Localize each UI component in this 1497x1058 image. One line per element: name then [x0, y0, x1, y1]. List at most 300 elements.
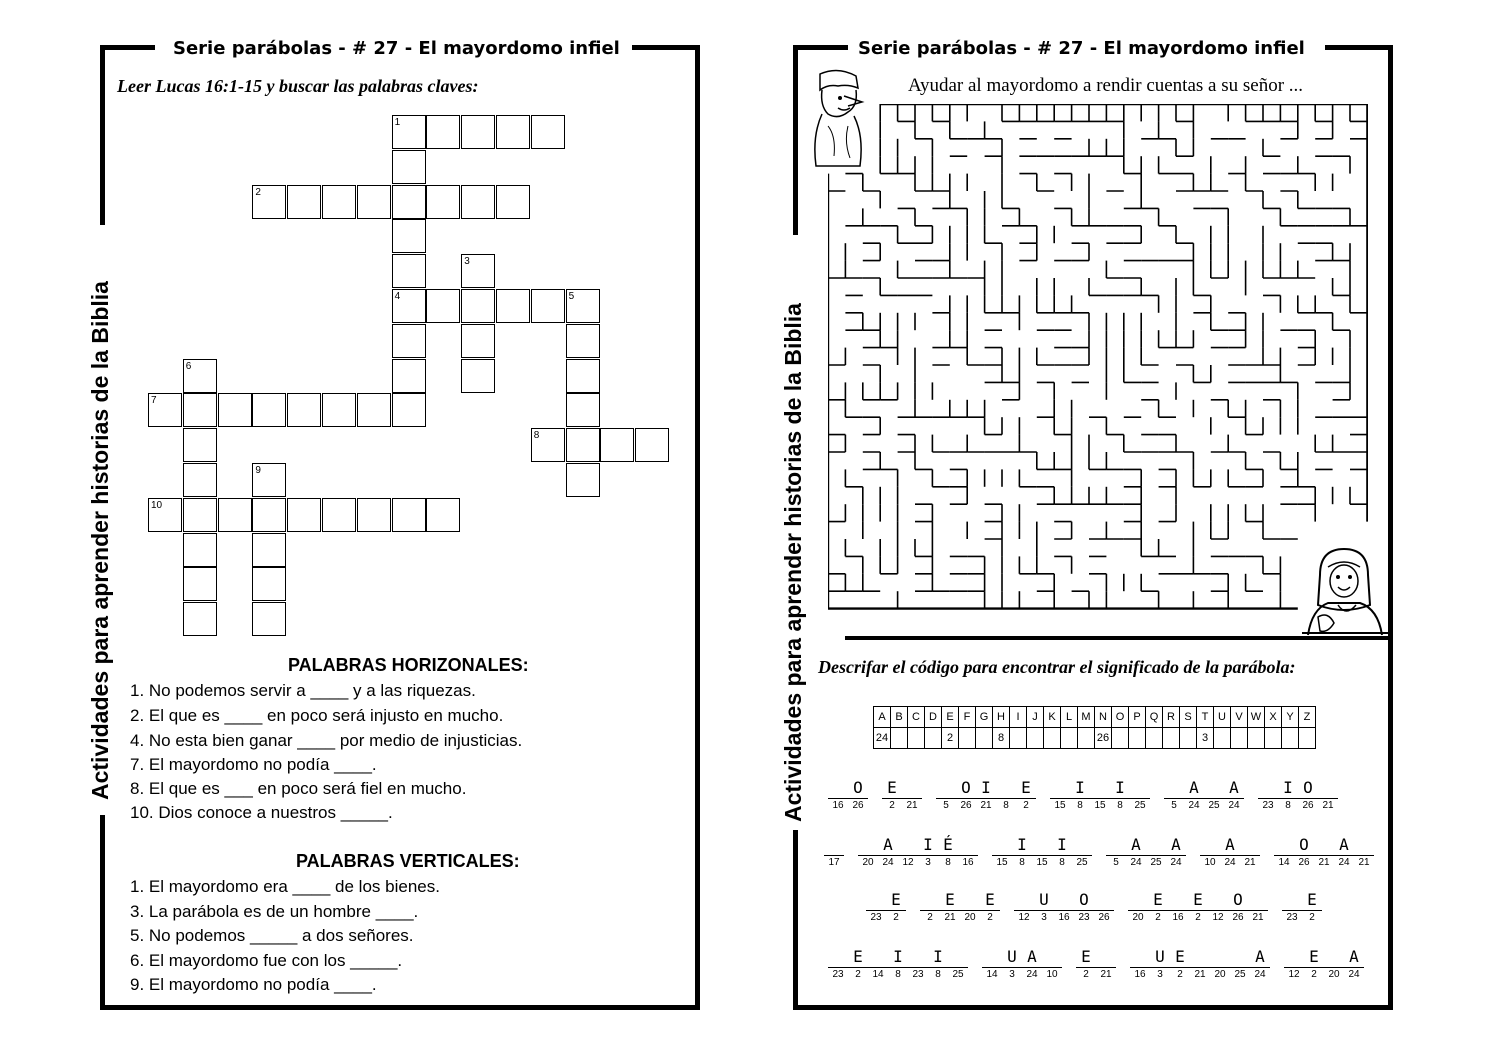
cipher-slot[interactable]	[888, 947, 908, 981]
code-key-number[interactable]	[1282, 728, 1299, 749]
cipher-number: 5	[1113, 857, 1119, 868]
crossword-cell[interactable]	[392, 115, 426, 149]
cipher-letter: E	[848, 947, 868, 968]
crossword-cell[interactable]	[252, 393, 286, 427]
cipher-slot[interactable]	[1034, 890, 1054, 924]
cipher-slot[interactable]	[1274, 835, 1294, 869]
cipher-slot[interactable]	[828, 778, 848, 812]
left-side-title: Actividades para aprender historias de la Biblia	[87, 281, 113, 800]
crossword-cell[interactable]	[183, 533, 217, 567]
cipher-slot[interactable]	[1230, 947, 1250, 981]
cipher-letter	[1094, 890, 1114, 911]
horizontal-clue: 4. No esta bien ganar ____ por medio de injusticias.	[130, 731, 523, 750]
cipher-slot[interactable]	[1248, 890, 1268, 924]
cipher-letter	[1164, 778, 1184, 799]
crossword-cell[interactable]	[252, 498, 286, 532]
crossword-cell[interactable]	[287, 393, 321, 427]
cipher-letter	[958, 835, 978, 856]
cipher-slot[interactable]	[958, 835, 978, 869]
cipher-slot[interactable]	[1210, 947, 1230, 981]
vertical-clues-title: PALABRAS VERTICALES:	[296, 851, 520, 871]
cipher-number: 16	[832, 800, 844, 811]
maze-instruction: Ayudar al mayordomo a rendir cuentas a su señor ...	[908, 75, 1304, 96]
horizontal-clue: 8. El que es ___ en poco será fiel en mucho.	[130, 779, 467, 798]
crossword-cell[interactable]	[322, 498, 356, 532]
code-key-number[interactable]	[1180, 728, 1197, 749]
crossword-cell[interactable]	[183, 463, 217, 497]
cipher-letter	[1274, 835, 1294, 856]
cipher-slot[interactable]	[992, 835, 1012, 869]
cipher-letter	[1314, 835, 1334, 856]
crossword-cell[interactable]	[357, 393, 391, 427]
cipher-number: 21	[1318, 857, 1330, 868]
cipher-number: 16	[1134, 969, 1146, 980]
crossword-cell[interactable]	[531, 428, 565, 462]
cipher-slot[interactable]	[1224, 778, 1244, 812]
cipher-slot[interactable]	[1130, 947, 1150, 981]
code-key-letter: S	[1180, 707, 1197, 728]
crossword-cell[interactable]	[392, 289, 426, 323]
crossword-cell[interactable]	[461, 254, 495, 288]
cipher-letter	[992, 835, 1012, 856]
cipher-slot[interactable]	[882, 778, 902, 812]
cipher-number: 23	[912, 969, 924, 980]
crossword-cell[interactable]	[148, 393, 182, 427]
code-key-letter: C	[908, 707, 925, 728]
crossword-cell[interactable]	[183, 498, 217, 532]
code-key-letter: O	[1112, 707, 1129, 728]
cipher-letter	[1240, 835, 1260, 856]
cipher-number: 23	[832, 969, 844, 980]
cipher-slot[interactable]	[1002, 947, 1022, 981]
left-frame-right	[695, 45, 700, 1010]
crossword-cell[interactable]	[461, 359, 495, 393]
code-key-number[interactable]	[1231, 728, 1248, 749]
cipher-number: 2	[1309, 912, 1315, 923]
cipher-letter	[1032, 835, 1052, 856]
cipher-letter: E	[1188, 890, 1208, 911]
cipher-slot[interactable]	[1188, 890, 1208, 924]
crossword-cell-number: 2	[255, 186, 261, 198]
code-key-letter: R	[1163, 707, 1180, 728]
cipher-slot[interactable]	[1014, 890, 1034, 924]
cipher-number: 26	[1232, 912, 1244, 923]
cipher-number: 15	[996, 857, 1008, 868]
cipher-slot[interactable]	[1042, 947, 1062, 981]
code-key-number[interactable]: 3	[1197, 728, 1214, 749]
code-key-number[interactable]	[1112, 728, 1129, 749]
crossword-cell[interactable]	[566, 393, 600, 427]
code-key-numbers-row	[874, 728, 1316, 749]
cipher-number: 20	[1214, 969, 1226, 980]
cipher-letter	[1014, 890, 1034, 911]
crossword-cell[interactable]	[218, 393, 252, 427]
code-key-number[interactable]	[1044, 728, 1061, 749]
cipher-slot[interactable]	[1170, 947, 1190, 981]
cipher-slot[interactable]	[1314, 835, 1334, 869]
crossword-cell[interactable]	[426, 289, 460, 323]
code-key-letter: D	[925, 707, 942, 728]
cipher-slot[interactable]	[1022, 947, 1042, 981]
cipher-letter: A	[878, 835, 898, 856]
code-key-number[interactable]: 26	[1095, 728, 1112, 749]
cipher-number: 24	[1130, 857, 1142, 868]
cipher-number: 24	[1188, 800, 1200, 811]
code-key-number[interactable]	[1010, 728, 1027, 749]
cipher-letter: A	[1334, 835, 1354, 856]
cipher-slot[interactable]	[1168, 890, 1188, 924]
cipher-number: 15	[1036, 857, 1048, 868]
cipher-slot[interactable]	[1324, 947, 1344, 981]
cipher-slot[interactable]	[1050, 778, 1070, 812]
crossword-cell-number: 9	[255, 465, 261, 476]
vertical-clue: 6. El mayordomo fue con los _____.	[130, 951, 403, 970]
cipher-slot[interactable]	[1278, 778, 1298, 812]
crossword-cell[interactable]	[183, 567, 217, 601]
crossword-cell[interactable]	[635, 428, 669, 462]
code-key-number[interactable]	[1248, 728, 1265, 749]
cipher-slot[interactable]	[1282, 890, 1302, 924]
code-key-number[interactable]	[1061, 728, 1078, 749]
code-key-number[interactable]	[1129, 728, 1146, 749]
cipher-number: 24	[1338, 857, 1350, 868]
cipher-letter: O	[1228, 890, 1248, 911]
cipher-slot[interactable]	[920, 890, 940, 924]
crossword-cell[interactable]	[218, 498, 252, 532]
cipher-number: 8	[895, 969, 901, 980]
cipher-number: 10	[1204, 857, 1216, 868]
cipher-number: 21	[1322, 800, 1334, 811]
cipher-slot[interactable]	[982, 947, 1002, 981]
code-key-letter: Y	[1282, 707, 1299, 728]
cipher-letter	[1096, 947, 1116, 968]
code-key-number[interactable]	[1214, 728, 1231, 749]
code-key-number[interactable]	[976, 728, 993, 749]
crossword-cell[interactable]	[426, 498, 460, 532]
cipher-letter: O	[1074, 890, 1094, 911]
crossword-cell[interactable]	[252, 185, 286, 219]
maze	[828, 104, 1368, 624]
cipher-letter	[936, 778, 956, 799]
cipher-slot[interactable]	[902, 778, 922, 812]
crossword-cell[interactable]	[322, 393, 356, 427]
cipher-number: 20	[862, 857, 874, 868]
crossword-cell[interactable]	[531, 115, 565, 149]
crossword-cell[interactable]	[461, 289, 495, 323]
cipher-slot[interactable]	[960, 890, 980, 924]
cipher-slot[interactable]	[878, 835, 898, 869]
cipher-slot[interactable]	[1070, 778, 1090, 812]
crossword-cell[interactable]	[426, 185, 460, 219]
code-key-number[interactable]: 24	[874, 728, 891, 749]
crossword-cell[interactable]	[461, 324, 495, 358]
crossword-cell[interactable]	[496, 185, 530, 219]
cipher-slot[interactable]	[1200, 835, 1220, 869]
crossword-cell[interactable]	[287, 185, 321, 219]
crossword-cell[interactable]	[392, 498, 426, 532]
left-frame-left-top	[100, 45, 105, 225]
cipher-letter: E	[1302, 890, 1322, 911]
cipher-slot[interactable]	[1344, 947, 1364, 981]
crossword-cell[interactable]	[496, 289, 530, 323]
cipher-slot[interactable]	[976, 778, 996, 812]
crossword-cell[interactable]	[392, 150, 426, 184]
cipher-letter: U	[1002, 947, 1022, 968]
cipher-letter	[1208, 890, 1228, 911]
cipher-slot[interactable]	[1166, 835, 1186, 869]
cipher-letter	[908, 947, 928, 968]
cipher-letter	[828, 778, 848, 799]
cipher-letter	[1230, 947, 1250, 968]
code-key-letter: H	[993, 707, 1010, 728]
cipher-slot[interactable]	[848, 947, 868, 981]
cipher-letter	[1128, 890, 1148, 911]
cipher-slot[interactable]	[858, 835, 878, 869]
crossword-cell[interactable]	[357, 498, 391, 532]
cipher-slot[interactable]	[1228, 890, 1248, 924]
crossword-cell[interactable]	[252, 533, 286, 567]
code-key-number[interactable]	[925, 728, 942, 749]
crossword-cell[interactable]	[566, 428, 600, 462]
cipher-slot[interactable]	[1090, 778, 1110, 812]
cipher-slot[interactable]	[908, 947, 928, 981]
cipher-number: 2	[855, 969, 861, 980]
cipher-number: 23	[870, 912, 882, 923]
crossword-cell-number: 7	[151, 395, 157, 407]
code-key-number[interactable]	[908, 728, 925, 749]
code-key-number[interactable]	[1146, 728, 1163, 749]
cipher-slot[interactable]	[1240, 835, 1260, 869]
cipher-number: 24	[1026, 969, 1038, 980]
cipher-number: 21	[1252, 912, 1264, 923]
crossword-cell[interactable]	[287, 498, 321, 532]
cipher-letter: I	[1110, 778, 1130, 799]
code-key-letter: V	[1231, 707, 1248, 728]
cipher-number: 2	[1155, 912, 1161, 923]
crossword-cell[interactable]	[322, 185, 356, 219]
cipher-slot[interactable]	[1302, 890, 1322, 924]
crossword-cell[interactable]	[183, 428, 217, 462]
cipher-number: 25	[1150, 857, 1162, 868]
cipher-slot[interactable]	[1110, 778, 1130, 812]
cipher-slot[interactable]	[1318, 778, 1338, 812]
code-key-number[interactable]: 8	[993, 728, 1010, 749]
cipher-slot[interactable]	[1298, 778, 1318, 812]
cipher-slot[interactable]	[1054, 890, 1074, 924]
crossword-cell[interactable]	[566, 463, 600, 497]
cipher-number: 8	[1003, 800, 1009, 811]
code-key-letter: M	[1078, 707, 1095, 728]
cipher-number: 12	[902, 857, 914, 868]
cipher-slot[interactable]	[1220, 835, 1240, 869]
cipher-number: 26	[852, 800, 864, 811]
crossword-cell[interactable]	[461, 115, 495, 149]
crossword-cell[interactable]	[600, 428, 634, 462]
crossword-cell[interactable]	[392, 393, 426, 427]
cipher-slot[interactable]	[996, 778, 1016, 812]
cipher-number: 2	[987, 912, 993, 923]
cipher-number: 25	[1076, 857, 1088, 868]
cipher-letter	[1106, 835, 1126, 856]
cipher-number: 21	[980, 800, 992, 811]
cipher-letter	[1090, 778, 1110, 799]
code-key-letter: X	[1265, 707, 1282, 728]
code-key-number[interactable]	[959, 728, 976, 749]
crossword-cell[interactable]	[566, 359, 600, 393]
cipher-number: 26	[1098, 912, 1110, 923]
crossword-cell[interactable]	[183, 393, 217, 427]
crossword-cell[interactable]	[496, 115, 530, 149]
cipher-number: 23	[1262, 800, 1274, 811]
cipher-slot[interactable]	[1250, 947, 1270, 981]
vertical-clue: 5. No podemos _____ a dos señores.	[130, 926, 414, 945]
cipher-number: 3	[1009, 969, 1015, 980]
cipher-slot[interactable]	[956, 778, 976, 812]
code-key-number[interactable]	[1027, 728, 1044, 749]
cipher-letter	[1190, 947, 1210, 968]
vertical-clue: 3. La parábola es de un hombre ____.	[130, 902, 419, 921]
code-instruction: Descrifar el código para encontrar el significado de la parábola:	[818, 657, 1296, 677]
cipher-slot[interactable]	[886, 890, 906, 924]
cipher-slot[interactable]	[1012, 835, 1032, 869]
right-frame-right	[1388, 45, 1393, 1010]
cipher-slot[interactable]	[824, 835, 844, 869]
cipher-slot[interactable]	[848, 778, 868, 812]
code-key-number[interactable]	[1299, 728, 1316, 749]
cipher-number: 14	[1278, 857, 1290, 868]
cipher-number: 21	[1358, 857, 1370, 868]
cipher-letter	[1204, 778, 1224, 799]
cipher-number: 2	[1195, 912, 1201, 923]
cipher-slot[interactable]	[1126, 835, 1146, 869]
code-key-number[interactable]	[891, 728, 908, 749]
horizontal-clues-title: PALABRAS HORIZONALES:	[288, 655, 529, 675]
cipher-slot[interactable]	[928, 947, 948, 981]
cipher-number: 23	[1286, 912, 1298, 923]
code-key-number[interactable]: 2	[942, 728, 959, 749]
cipher-letter	[1318, 778, 1338, 799]
cipher-number: 12	[1018, 912, 1030, 923]
cipher-slot[interactable]	[1334, 835, 1354, 869]
cipher-letter: I	[1070, 778, 1090, 799]
cipher-number: 8	[1285, 800, 1291, 811]
crossword-cell[interactable]	[183, 602, 217, 636]
cipher-slot[interactable]	[1204, 778, 1224, 812]
cipher-slot[interactable]	[868, 947, 888, 981]
cipher-slot[interactable]	[866, 890, 886, 924]
cipher-slot[interactable]	[1164, 778, 1184, 812]
cipher-letter: U	[1150, 947, 1170, 968]
code-key-letter: G	[976, 707, 993, 728]
code-key-number[interactable]	[1163, 728, 1180, 749]
cipher-slot[interactable]	[1304, 947, 1324, 981]
cipher-slot[interactable]	[1284, 947, 1304, 981]
cipher-number: 2	[889, 800, 895, 811]
cipher-number: 3	[1041, 912, 1047, 923]
cipher-slot[interactable]	[1146, 835, 1166, 869]
crossword-cell[interactable]	[392, 254, 426, 288]
cipher-slot[interactable]	[1016, 778, 1036, 812]
cipher-slot[interactable]	[940, 890, 960, 924]
cipher-slot[interactable]	[1258, 778, 1278, 812]
code-key-letter: A	[874, 707, 891, 728]
crossword-cell[interactable]	[566, 324, 600, 358]
horizontal-clue: 7. El mayordomo no podía ____.	[130, 755, 377, 774]
cipher-slot[interactable]	[898, 835, 918, 869]
crossword-cell[interactable]	[392, 219, 426, 253]
code-key-number[interactable]	[1265, 728, 1282, 749]
cipher-number: 24	[1254, 969, 1266, 980]
cipher-slot[interactable]	[948, 947, 968, 981]
cipher-slot[interactable]	[1094, 890, 1114, 924]
code-key-letter: W	[1248, 707, 1265, 728]
crossword-cell[interactable]	[426, 115, 460, 149]
crossword-cell[interactable]	[252, 567, 286, 601]
crossword-cell[interactable]	[357, 185, 391, 219]
cipher-slot[interactable]	[1128, 890, 1148, 924]
cipher-number: 25	[1208, 800, 1220, 811]
cipher-slot[interactable]	[828, 947, 848, 981]
cipher-slot[interactable]	[1150, 947, 1170, 981]
right-frame-top-left	[793, 45, 848, 50]
cipher-letter	[866, 890, 886, 911]
cipher-number: 21	[944, 912, 956, 923]
cipher-slot[interactable]	[936, 778, 956, 812]
crossword-cell[interactable]	[392, 359, 426, 393]
cipher-letter	[1354, 835, 1374, 856]
cipher-slot[interactable]	[1294, 835, 1314, 869]
crossword-cell[interactable]	[531, 289, 565, 323]
cipher-letter: I	[1052, 835, 1072, 856]
right-frame-left-top	[793, 45, 798, 235]
cipher-slot[interactable]	[938, 835, 958, 869]
cipher-slot[interactable]	[1184, 778, 1204, 812]
crossword-cell[interactable]	[392, 324, 426, 358]
right-frame-left-bottom	[793, 830, 798, 1010]
cipher-letter: E	[882, 778, 902, 799]
cipher-letter	[824, 835, 844, 856]
crossword-cell[interactable]	[252, 463, 286, 497]
cipher-slot[interactable]	[1076, 947, 1096, 981]
cipher-slot[interactable]	[980, 890, 1000, 924]
cipher-number: 21	[1100, 969, 1112, 980]
crossword-cell[interactable]	[148, 498, 182, 532]
cipher-slot[interactable]	[918, 835, 938, 869]
crossword-instruction: Leer Lucas 16:1-15 y buscar las palabras claves:	[117, 76, 479, 96]
cipher-slot[interactable]	[1130, 778, 1150, 812]
crossword-cell[interactable]	[392, 185, 426, 219]
cipher-slot[interactable]	[1354, 835, 1374, 869]
cipher-number: 26	[960, 800, 972, 811]
cipher-slot[interactable]	[1032, 835, 1052, 869]
crossword-cell[interactable]	[461, 185, 495, 219]
cipher-slot[interactable]	[1072, 835, 1092, 869]
cipher-slot[interactable]	[1074, 890, 1094, 924]
crossword-cell[interactable]	[183, 359, 217, 393]
code-key-number[interactable]	[1078, 728, 1095, 749]
cipher-letter	[920, 890, 940, 911]
crossword-cell[interactable]	[252, 602, 286, 636]
cipher-number: 2	[893, 912, 899, 923]
cipher-slot[interactable]	[1208, 890, 1228, 924]
crossword-cell[interactable]	[566, 289, 600, 323]
cipher-letter: E	[1076, 947, 1096, 968]
cipher-slot[interactable]	[1106, 835, 1126, 869]
cipher-slot[interactable]	[1190, 947, 1210, 981]
cipher-slot[interactable]	[1096, 947, 1116, 981]
cipher-slot[interactable]	[1148, 890, 1168, 924]
cipher-slot[interactable]	[1052, 835, 1072, 869]
